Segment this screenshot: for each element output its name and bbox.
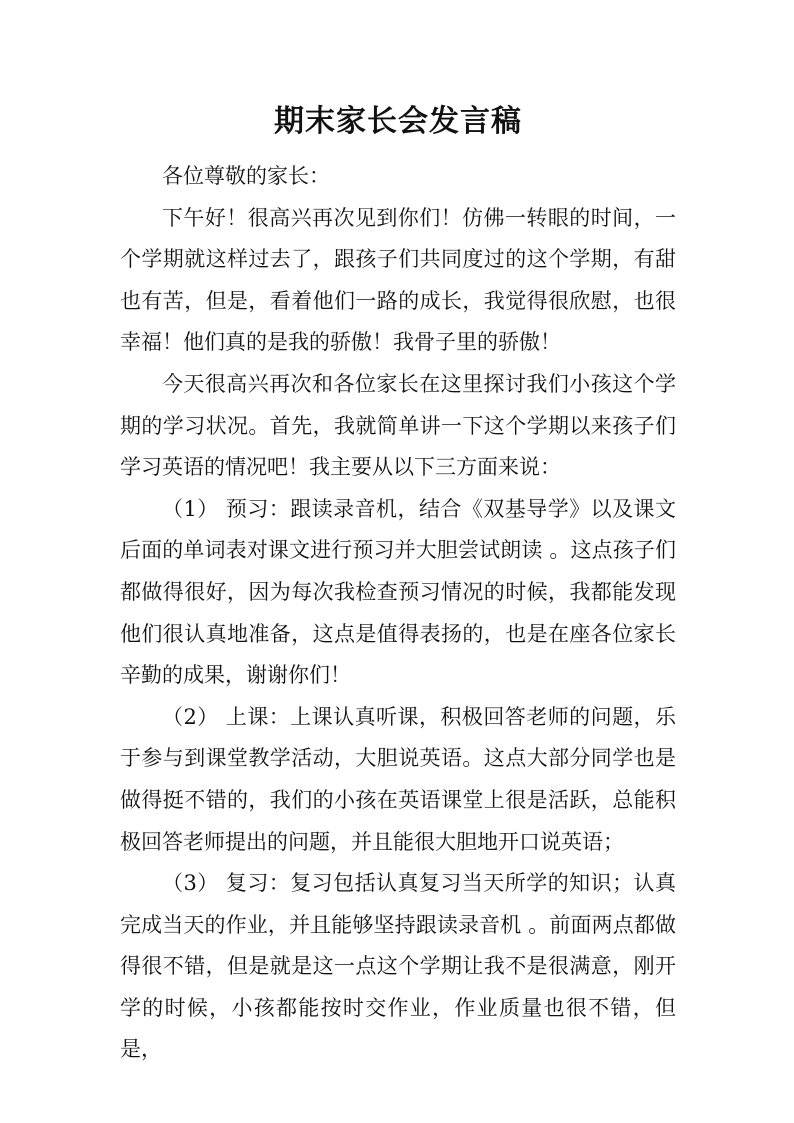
- greeting-line: 各位尊敬的家长：: [162, 164, 330, 188]
- paragraph-class: （2） 上课：上课认真听课，积极回答老师的问题，乐于参与到课堂教学活动，大胆说英语。这点大部分同学也是做得挺不错的，我们的小孩在英语课堂上很是活跃，总能积极回答老师提出的问题，并且能很大胆地开口说英语；: [120, 704, 676, 854]
- paragraph-intro: 下午好！很高兴再次见到你们！仿佛一转眼的时间，一个学期就这样过去了，跟孩子们共同度过的这个学期，有甜也有苦，但是，看着他们一路的成长，我觉得很欣慰，也很幸福！他们真的是我的骄傲！我骨子里的骄傲！: [120, 205, 676, 355]
- document-title: 期末家长会发言稿: [274, 104, 522, 139]
- paragraph-review: （3） 复习：复习包括认真复习当天所学的知识；认真完成当天的作业，并且能够坚持跟读录音机 。前面两点都做得很不错，但是就是这一点这个学期让我不是很满意，刚开学的时候，小孩都能按时交作业，作业质量也很不错，但是，: [120, 871, 676, 1062]
- paragraph-overview: 今天很高兴再次和各位家长在这里探讨我们小孩这个学期的学习状况。首先，我就简单讲一下这个学期以来孩子们学习英语的情况吧！我主要从以下三方面来说：: [120, 371, 676, 480]
- paragraph-preview: （1） 预习：跟读录音机，结合《双基导学》以及课文后面的单词表对课文进行预习并大胆尝试朗读 。这点孩子们都做得很好，因为每次我检查预习情况的时候，我都能发现他们很认真地准备，这点是值得表扬的，也是在座各位家长辛勤的成果，谢谢你们！: [120, 496, 676, 688]
- document-body: [120, 98, 676, 1071]
